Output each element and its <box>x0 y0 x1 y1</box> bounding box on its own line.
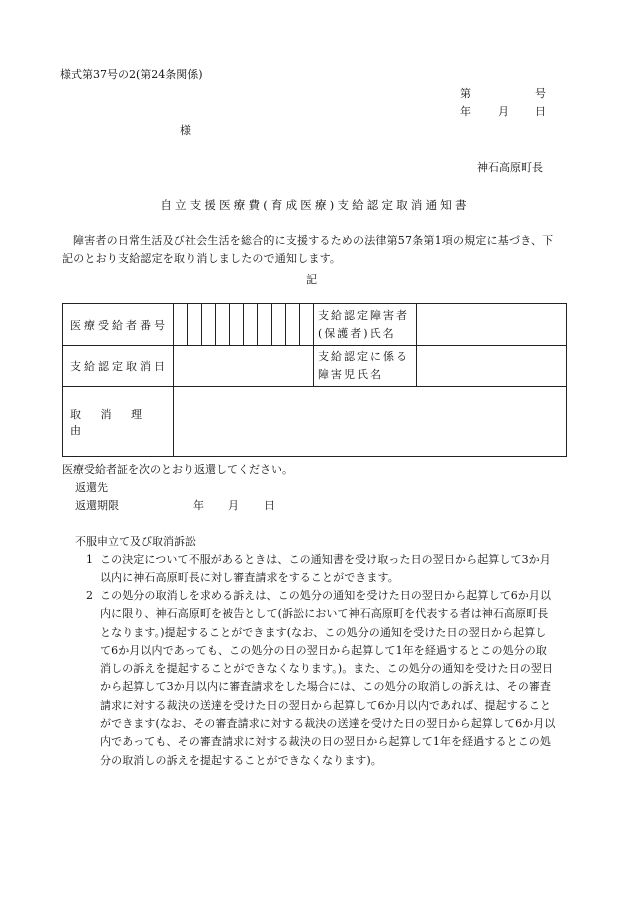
return-destination-label: 返還先 <box>75 481 108 494</box>
child-name-label <box>314 346 417 387</box>
number-suffix: 号 <box>535 87 546 100</box>
child-name-label-line2: 障害児氏名 <box>318 368 383 381</box>
date-day: 日 <box>535 105 546 118</box>
document-number-line <box>460 85 546 101</box>
certified-person-label-line2: (保護者)氏名 <box>318 326 396 340</box>
notice-body: 障害者の日常生活及び社会生活を総合的に支援するための法律第57条第1項の規定に基づき、下記のとおり支給認定を取り消しましたので通知します。 <box>62 234 554 265</box>
digit-cell <box>258 304 272 346</box>
document-title: 自立支援医療費(育成医療)支給認定取消通知書 <box>160 198 470 212</box>
certified-person-value <box>417 304 567 346</box>
return-month: 月 <box>228 499 239 512</box>
table-row <box>63 304 567 346</box>
return-deadline-label: 返還期限 <box>75 499 119 512</box>
issuer-name: 神石高原町長 <box>477 161 543 174</box>
appeal-item <box>86 587 556 770</box>
digit-cell <box>188 304 202 346</box>
recipient-number-label: 医療受給者番号 <box>63 304 174 346</box>
number-prefix: 第 <box>460 87 471 100</box>
reason-value <box>174 387 567 457</box>
appeal-item-text: この処分の取消しを求める訴えは、この処分の通知を受けた日の翌日から起算して6か月以内に限り、神石高原町を被告として(訴訟において神石高原町を代表する者は神石高原町長となります。)提起することができます(なお、この処分の通知を受けた日の翌日から起算して6か月以内であっても、この処分の日の翌日から起算して1年を経過するとこの処分の取消しの訴えを提起することができなくなります。)。また、この処分の通知を受けた日の翌日から起算して3か月以内に審査請求をした場合には、この処分の取消しの訴えは、その審査請求に対する裁決の送達を受けた日の翌日から起算して6か月以内であれば、提起することができます(なお、その審査請求に対する裁決の送達を受けた日の翌日から起算して6か月以内であっても、その審査請求に対する裁決の日の翌日から起算して1年を経過するとこの処分の取消しの訴えを提起することができなくなります)。 <box>100 589 556 767</box>
appeal-item-number: 2 <box>86 589 94 602</box>
child-name-value <box>417 346 567 387</box>
table-row <box>63 387 567 457</box>
digit-cell <box>230 304 244 346</box>
appeal-item-text: この決定について不服があるときは、この通知書を受け取った日の翌日から起算して3か月以内に神石高原町長に対し審査請求をすることができます。 <box>100 553 551 585</box>
reason-label: 取 消 理 由 <box>63 387 174 457</box>
appeal-item-number: 1 <box>86 553 94 566</box>
digit-cell <box>244 304 258 346</box>
cancel-date-value <box>174 346 314 387</box>
recipient-honorific: 様 <box>180 124 191 137</box>
digit-cell <box>272 304 286 346</box>
date-year: 年 <box>460 105 471 118</box>
digit-cell <box>202 304 216 346</box>
return-note: 医療受給者証を次のとおり返還してください。 <box>62 463 293 476</box>
digit-cell <box>286 304 300 346</box>
child-name-label-line1: 支給認定に係る <box>318 350 409 363</box>
return-day: 日 <box>264 499 275 512</box>
return-year: 年 <box>193 499 204 512</box>
certified-person-label <box>314 304 417 346</box>
notice-table <box>62 303 567 457</box>
digit-cell <box>300 304 314 346</box>
certified-person-label-line1: 支給認定障害者 <box>318 308 409 322</box>
digit-cell <box>216 304 230 346</box>
table-row <box>63 346 567 387</box>
ki-marker: 記 <box>306 273 317 286</box>
appeal-heading: 不服申立て及び取消訴訟 <box>75 535 196 548</box>
date-month: 月 <box>498 105 509 118</box>
appeal-item <box>86 551 556 588</box>
digit-cell <box>174 304 188 346</box>
cancel-date-label: 支給認定取消日 <box>63 346 174 387</box>
form-number: 様式第37号の2(第24条関係) <box>60 68 203 81</box>
